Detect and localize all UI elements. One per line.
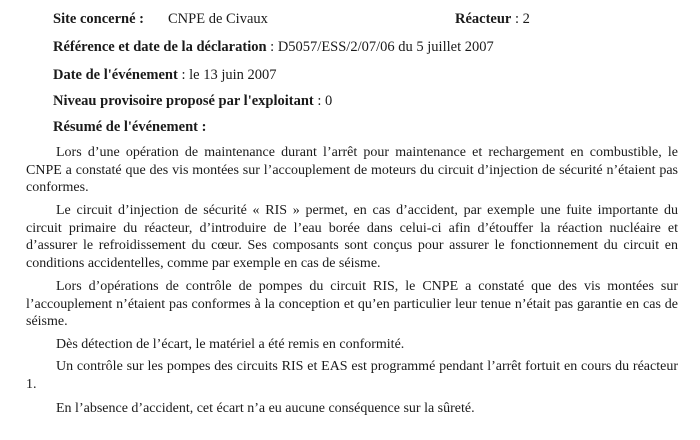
reactor-line [455, 10, 530, 28]
site-value: CNPE de Civaux [168, 11, 268, 27]
paragraph-eas-control: Un contrôle sur les pompes des circuits RIS et EAS est programmé pendant l’arrêt fortuit en cours du réacteur 1. [26, 359, 678, 392]
event-date-label: Date de l'événement [53, 67, 178, 83]
event-date-value: : le 13 juin 2007 [181, 67, 277, 83]
paragraph-maintenance: Lors d’une opération de maintenance durant l’arrêt pour maintenance et rechargement en combustible, le CNPE a constaté que des vis montées sur l’accouplement de moteurs du circuit d’injection de sécurité n’étaient pas conformes. [26, 145, 678, 195]
site-value-line [168, 10, 268, 28]
reactor-value: : 2 [514, 11, 530, 27]
summary-heading: Résumé de l'événement : [53, 119, 207, 135]
paragraph-conformity: Dès détection de l’écart, le matériel a été remis en conformité. [56, 337, 405, 352]
level-value: : 0 [317, 93, 333, 109]
paragraph-pump-control: Lors d’opérations de contrôle de pompes du circuit RIS, le CNPE a constaté que des vis montées sur l’accouplement n’étaient pas conformes à la conception et qu’en particulier leur tenue n’était pas garantie en cas de séisme. [26, 279, 678, 329]
site-line [53, 10, 144, 28]
event-date-line [53, 66, 277, 84]
reference-value: : D5057/ESS/2/07/06 du 5 juillet 2007 [270, 39, 494, 55]
reactor-label: Réacteur [455, 11, 512, 27]
level-line [53, 92, 332, 110]
reference-label: Référence et date de la déclaration [53, 39, 267, 55]
paragraph-ris-description: Le circuit d’injection de sécurité « RIS » permet, en cas d’accident, par exemple une fuite importante du circuit primaire du réacteur, d’introduire de l’eau borée dans celui-ci afin d’étouffer la réaction nucléaire et d’assurer le refroidissement du cœur. Ses composants sont conçus pour assurer le fonctionnement du circuit en conditions accidentelles, comme par exemple en cas de séisme. [26, 203, 678, 271]
level-label: Niveau provisoire proposé par l'exploitant [53, 93, 314, 109]
reference-line [53, 38, 494, 56]
site-label: Site concerné : [53, 11, 144, 27]
summary-heading-line [53, 118, 206, 136]
paragraph-consequence: En l’absence d’accident, cet écart n’a eu aucune conséquence sur la sûreté. [56, 401, 475, 416]
